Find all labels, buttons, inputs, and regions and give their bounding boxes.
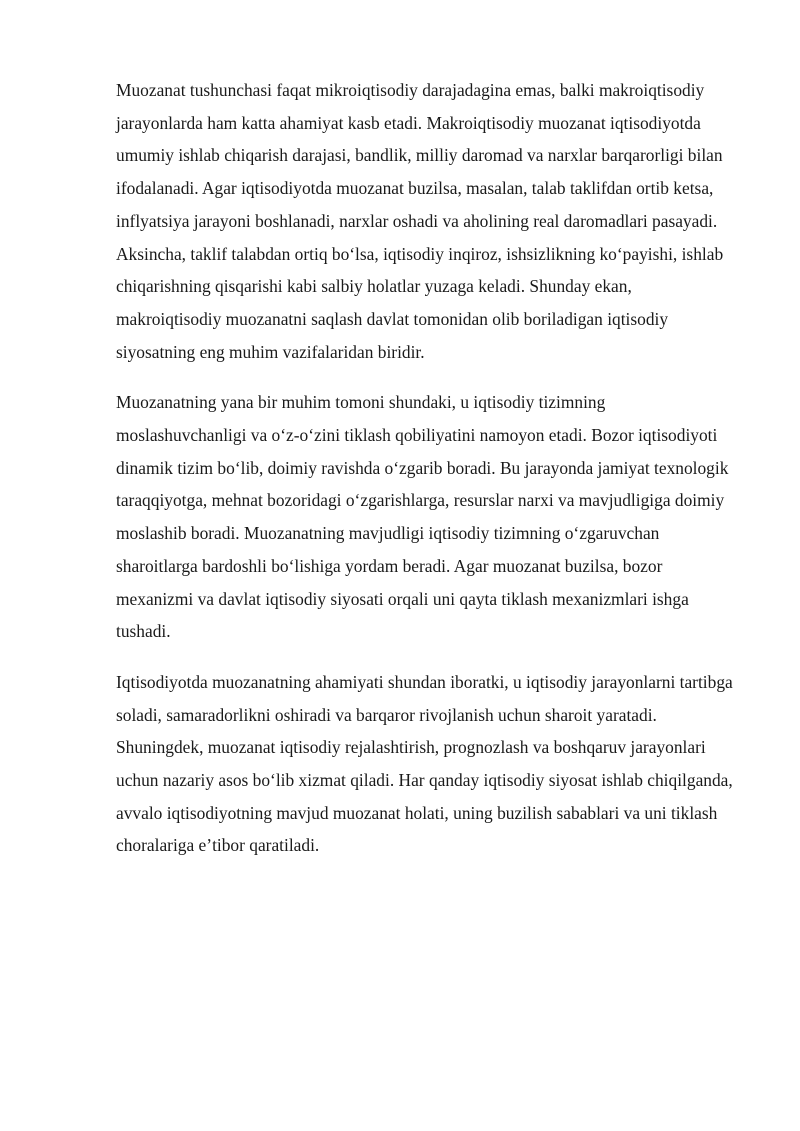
paragraph-1: Muozanat tushunchasi faqat mikroiqtisodiy darajadagina emas, balki makroiqtisodiy jarayonlarda ham katta ahamiyat kasb etadi. Makroiqtisodiy muozanat iqtisodiyotda umumiy ishlab chiqarish darajasi, bandlik, milliy daromad va narxlar barqarorligi bilan ifodalanadi. Agar iqtisodiyotda muozanat buzilsa, masalan, talab taklifdan ortib ketsa, inflyatsiya jarayoni boshlanadi, narxlar oshadi va aholining real daromadlari pasayadi. Aksincha, taklif talabdan ortiq boʻlsa, iqtisodiy inqiroz, ishsizlikning koʻpayishi, ishlab chiqarishning qisqarishi kabi salbiy holatlar yuzaga keladi. Shunday ekan, makroiqtisodiy muozanatni saqlash davlat tomonidan olib boriladigan iqtisodiy siyosatning eng muhim vazifalaridan biridir. <box>116 80 724 362</box>
document-page <box>116 74 740 880</box>
paragraph-2: Muozanatning yana bir muhim tomoni shundaki, u iqtisodiy tizimning moslashuvchanligi va oʻz-oʻzini tiklash qobiliyatini namoyon etadi. Bozor iqtisodiyoti dinamik tizim boʻlib, doimiy ravishda oʻzgarib boradi. Bu jarayonda jamiyat texnologik taraqqiyotga, mehnat bozoridagi oʻzgarishlarga, resurslar narxi va mavjudligiga doimiy moslashib boradi. Muozanatning mavjudligi iqtisodiy tizimning oʻzgaruvchan sharoitlarga bardoshli boʻlishiga yordam beradi. Agar muozanat buzilsa, bozor mexanizmi va davlat iqtisodiy siyosati orqali uni qayta tiklash mexanizmlari ishga tushadi. <box>116 392 729 642</box>
paragraph-3: Iqtisodiyotda muozanatning ahamiyati shundan iboratki, u iqtisodiy jarayonlarni tartibga soladi, samaradorlikni oshiradi va barqaror rivojlanish uchun sharoit yaratadi. Shuningdek, muozanat iqtisodiy rejalashtirish, prognozlash va boshqaruv jarayonlari uchun nazariy asos boʻlib xizmat qiladi. Har qanday iqtisodiy siyosat ishlab chiqilganda, avvalo iqtisodiyotning mavjud muozanat holati, uning buzilish sabablari va uni tiklash choralariga eʼtibor qaratiladi. <box>116 671 733 856</box>
